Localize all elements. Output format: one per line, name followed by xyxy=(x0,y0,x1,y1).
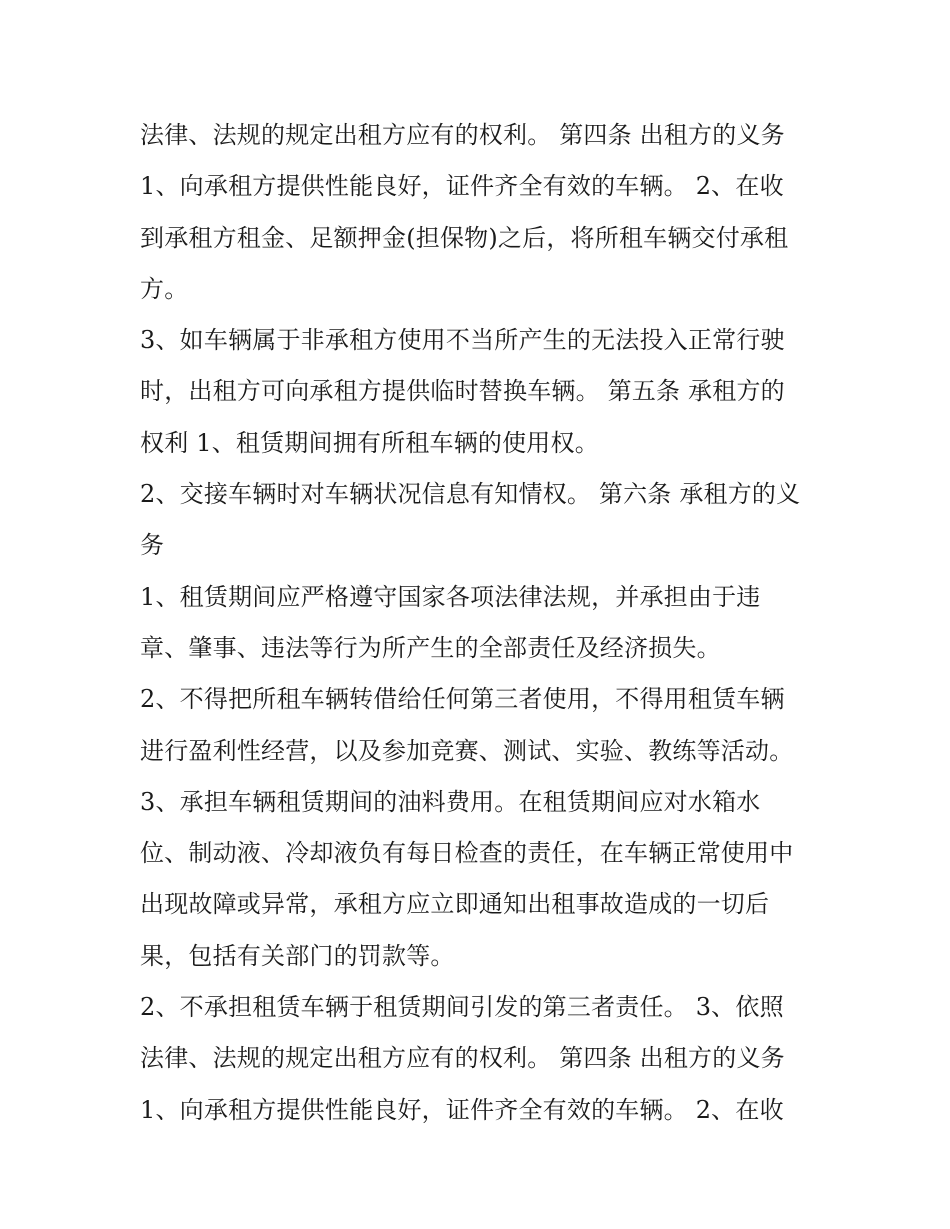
document-body xyxy=(140,110,830,1136)
text-line-3: 到承租方租金、足额押金(担保物)之后，将所租车辆交付承租 xyxy=(140,223,789,252)
text-line-15: 位、制动液、冷却液负有每日检查的责任，在车辆正常使用中 xyxy=(140,839,794,868)
text-line-9: 务 xyxy=(140,531,165,560)
text-line-18: 2、不承担租赁车辆于租赁期间引发的第三者责任。 3、依照 xyxy=(140,993,784,1022)
text-line-11: 章、肇事、违法等行为所产生的全部责任及经济损失。 xyxy=(140,633,721,662)
text-line-13: 进行盈利性经营，以及参加竞赛、测试、实验、教练等活动。 xyxy=(140,736,794,765)
text-line-19: 法律、法规的规定出租方应有的权利。 第四条 出租方的义务 xyxy=(140,1044,785,1073)
text-line-8: 2、交接车辆时对车辆状况信息有知情权。 第六条 承租方的义 xyxy=(140,480,801,509)
text-line-10: 1、租赁期间应严格遵守国家各项法律法规，并承担由于违 xyxy=(140,582,761,611)
text-line-20: 1、向承租方提供性能良好，证件齐全有效的车辆。 2、在收 xyxy=(140,1095,784,1124)
text-line-16: 出现故障或异常，承租方应立即通知出租事故造成的一切后 xyxy=(140,890,770,919)
text-line-12: 2、不得把所租车辆转借给任何第三者使用，不得用租赁车辆 xyxy=(140,685,785,714)
text-line-2: 1、向承租方提供性能良好，证件齐全有效的车辆。 2、在收 xyxy=(140,172,784,201)
text-line-14: 3、承担车辆租赁期间的油料费用。在租赁期间应对水箱水 xyxy=(140,787,761,816)
text-line-6: 时，出租方可向承租方提供临时替换车辆。 第五条 承租方的 xyxy=(140,377,785,406)
text-line-4: 方。 xyxy=(140,274,189,303)
text-line-1: 法律、法规的规定出租方应有的权利。 第四条 出租方的义务 xyxy=(140,121,785,149)
text-line-17: 果，包括有关部门的罚款等。 xyxy=(140,941,455,970)
text-line-7: 权利 1、租赁期间拥有所租车辆的使用权。 xyxy=(140,428,599,457)
text-line-5: 3、如车辆属于非承租方使用不当所产生的无法投入正常行驶 xyxy=(140,326,785,355)
